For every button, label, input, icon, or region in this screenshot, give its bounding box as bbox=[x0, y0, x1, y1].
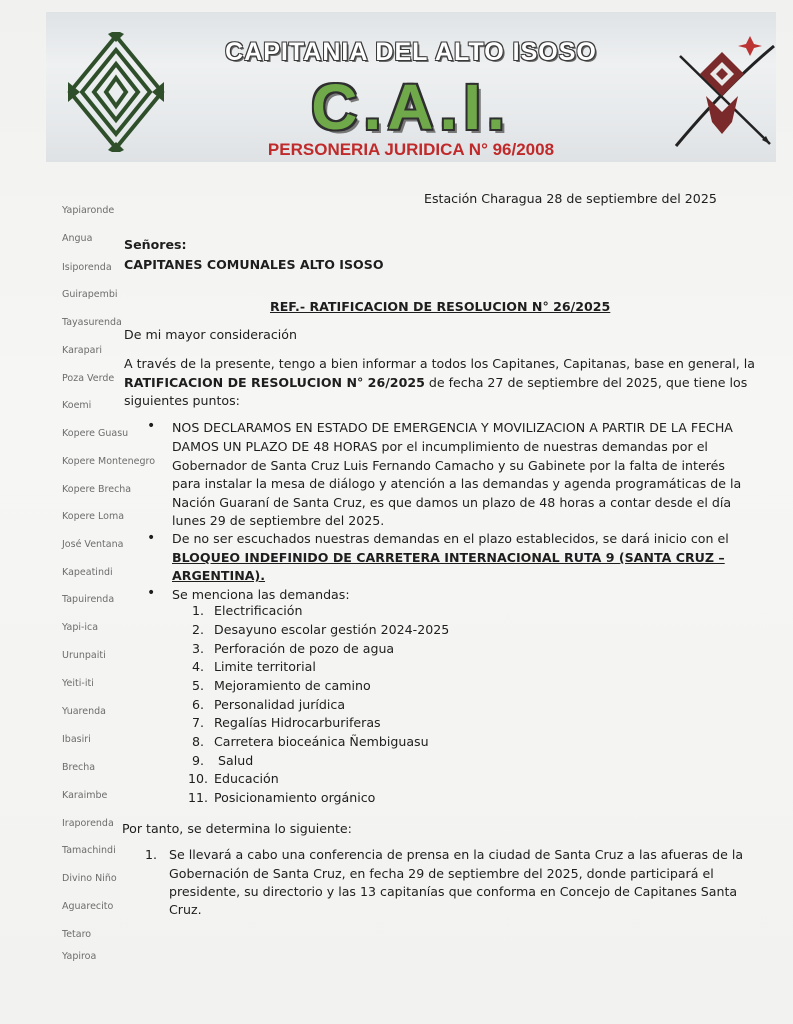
intro-line bbox=[124, 374, 747, 393]
margin-community: Brecha bbox=[62, 762, 96, 773]
margin-community: Angua bbox=[62, 233, 93, 244]
intro-line-rest: de fecha 27 de septiembre del 2025, que tiene los bbox=[424, 375, 748, 390]
resolution-line: Gobernación de Santa Cruz, en fecha 29 de septiembre del 2025, donde participará el bbox=[169, 866, 714, 881]
point-1-line: Gobernador de Santa Cruz Luis Fernando Camacho y su Gabinete por la falta de interés bbox=[172, 458, 725, 473]
addressee-salutation: Señores: bbox=[124, 237, 187, 252]
demand-item: Salud bbox=[218, 753, 254, 768]
demand-number: 11. bbox=[188, 790, 209, 805]
demand-item: Mejoramiento de camino bbox=[214, 678, 371, 693]
resolution-line: presidente, su directorio y las 13 capitanías que conforma en Concejo de Capitanes Santa bbox=[169, 884, 738, 899]
margin-community: Tapuirenda bbox=[62, 594, 115, 605]
resolution-ref: RATIFICACION DE RESOLUCION N° 26/2025 bbox=[124, 375, 425, 390]
demand-item: Posicionamiento orgánico bbox=[214, 790, 376, 805]
point-2-line: De no ser escuchados nuestras demandas en el plazo establecidos, se dará inicio con el bbox=[172, 531, 729, 546]
margin-community: Guirapembi bbox=[62, 289, 118, 300]
organization-name: CAPITANIA DEL ALTO ISOSO bbox=[225, 38, 597, 66]
determination-heading: Por tanto, se determina lo siguiente: bbox=[122, 821, 352, 836]
demand-number: 8. bbox=[191, 734, 204, 749]
margin-community: Aguarecito bbox=[62, 901, 114, 912]
margin-community: Yapi-ica bbox=[62, 622, 99, 633]
demand-number: 3. bbox=[191, 641, 204, 656]
letterhead bbox=[46, 12, 776, 162]
demand-number: 2. bbox=[191, 622, 204, 637]
demand-item: Educación bbox=[214, 771, 279, 786]
intro-line: siguientes puntos: bbox=[124, 393, 240, 408]
demand-item: Carretera bioceánica Ñembiguasu bbox=[214, 734, 429, 749]
margin-community: Divino Niño bbox=[62, 873, 117, 884]
point-2-blockade: ARGENTINA). bbox=[172, 568, 266, 583]
demand-item: Electrificación bbox=[214, 603, 303, 618]
margin-community: Tetaro bbox=[62, 929, 92, 940]
point-2-blockade: BLOQUEO INDEFINIDO DE CARRETERA INTERNACIONAL RUTA 9 (SANTA CRUZ – bbox=[172, 550, 725, 565]
demand-number: 10. bbox=[188, 771, 209, 786]
margin-community: Yapiaronde bbox=[62, 205, 115, 216]
margin-community: Kapeatindi bbox=[62, 567, 113, 578]
margin-community: José Ventana bbox=[62, 539, 124, 550]
addressee-name: CAPITANES COMUNALES ALTO ISOSO bbox=[124, 257, 384, 272]
demand-number: 6. bbox=[191, 697, 204, 712]
greeting: De mi mayor consideración bbox=[124, 327, 297, 342]
point-3-intro: Se menciona las demandas: bbox=[172, 587, 350, 602]
bullet-icon: • bbox=[147, 530, 156, 546]
demand-number: 9. bbox=[191, 753, 204, 768]
intro-line: A través de la presente, tengo a bien informar a todos los Capitanes, Capitanas, base en general, la bbox=[124, 356, 755, 371]
demand-item: Perforación de pozo de agua bbox=[214, 641, 395, 656]
margin-community: Koemi bbox=[62, 400, 92, 411]
margin-community: Yapiroa bbox=[62, 951, 97, 962]
margin-community: Poza Verde bbox=[62, 373, 115, 384]
bullet-icon: • bbox=[147, 585, 156, 601]
margin-community: Yuarenda bbox=[62, 706, 106, 717]
point-1-line: lunes 29 de septiembre del 2025. bbox=[172, 513, 385, 528]
point-1-line: NOS DECLARAMOS EN ESTADO DE EMERGENCIA Y MOVILIZACION A PARTIR DE LA FECHA bbox=[172, 420, 733, 435]
demand-number: 1. bbox=[191, 603, 204, 618]
point-1-line: Nación Guaraní de Santa Cruz, es que damos un plazo de 48 horas a contar desde el día bbox=[172, 495, 732, 510]
point-1-line: para instalar la mesa de diálogo y atención a las demandas y agenda programáticas de la bbox=[172, 476, 742, 491]
point-1-line: DAMOS UN PLAZO DE 48 HORAS por el incumplimiento de nuestras demandas por el bbox=[172, 439, 708, 454]
demand-item: Personalidad jurídica bbox=[214, 697, 346, 712]
margin-community: Kopere Brecha bbox=[62, 484, 132, 495]
legal-registration: PERSONERIA JURIDICA N° 96/2008 bbox=[267, 140, 555, 159]
resolution-line: Cruz. bbox=[169, 902, 202, 917]
demand-number: 7. bbox=[191, 715, 204, 730]
margin-community: Karapari bbox=[62, 345, 103, 356]
organization-acronym: C.A.I. bbox=[311, 71, 511, 143]
demand-item: Desayuno escolar gestión 2024-2025 bbox=[214, 622, 450, 637]
margin-community: Tayasurenda bbox=[62, 317, 122, 328]
margin-community: Tamachindi bbox=[62, 845, 116, 856]
demand-number: 5. bbox=[191, 678, 204, 693]
resolution-number: 1. bbox=[145, 847, 158, 862]
resolution-line: Se llevará a cabo una conferencia de prensa en la ciudad de Santa Cruz a las afueras de la bbox=[169, 847, 744, 862]
margin-community: Ibasiri bbox=[62, 734, 91, 745]
place-date: Estación Charagua 28 de septiembre del 2025 bbox=[424, 191, 717, 206]
bow-arrows-emblem-icon bbox=[666, 26, 778, 154]
demand-item: Regalías Hidrocarburiferas bbox=[214, 715, 381, 730]
margin-community: Yeiti-iti bbox=[62, 678, 94, 689]
margin-community: Urunpaiti bbox=[62, 650, 106, 661]
margin-community: Iraporenda bbox=[62, 818, 114, 829]
margin-community: Kopere Loma bbox=[62, 511, 125, 522]
margin-community: Kopere Guasu bbox=[62, 428, 129, 439]
reference-line: REF.- RATIFICACION DE RESOLUCION N° 26/2025 bbox=[270, 299, 611, 314]
bullet-icon: • bbox=[147, 418, 156, 434]
margin-community: Karaimbe bbox=[62, 790, 108, 801]
demand-number: 4. bbox=[191, 659, 204, 674]
margin-community: Kopere Montenegro bbox=[62, 456, 156, 467]
margin-community: Isiporenda bbox=[62, 262, 112, 273]
demand-item: Limite territorial bbox=[214, 659, 316, 674]
